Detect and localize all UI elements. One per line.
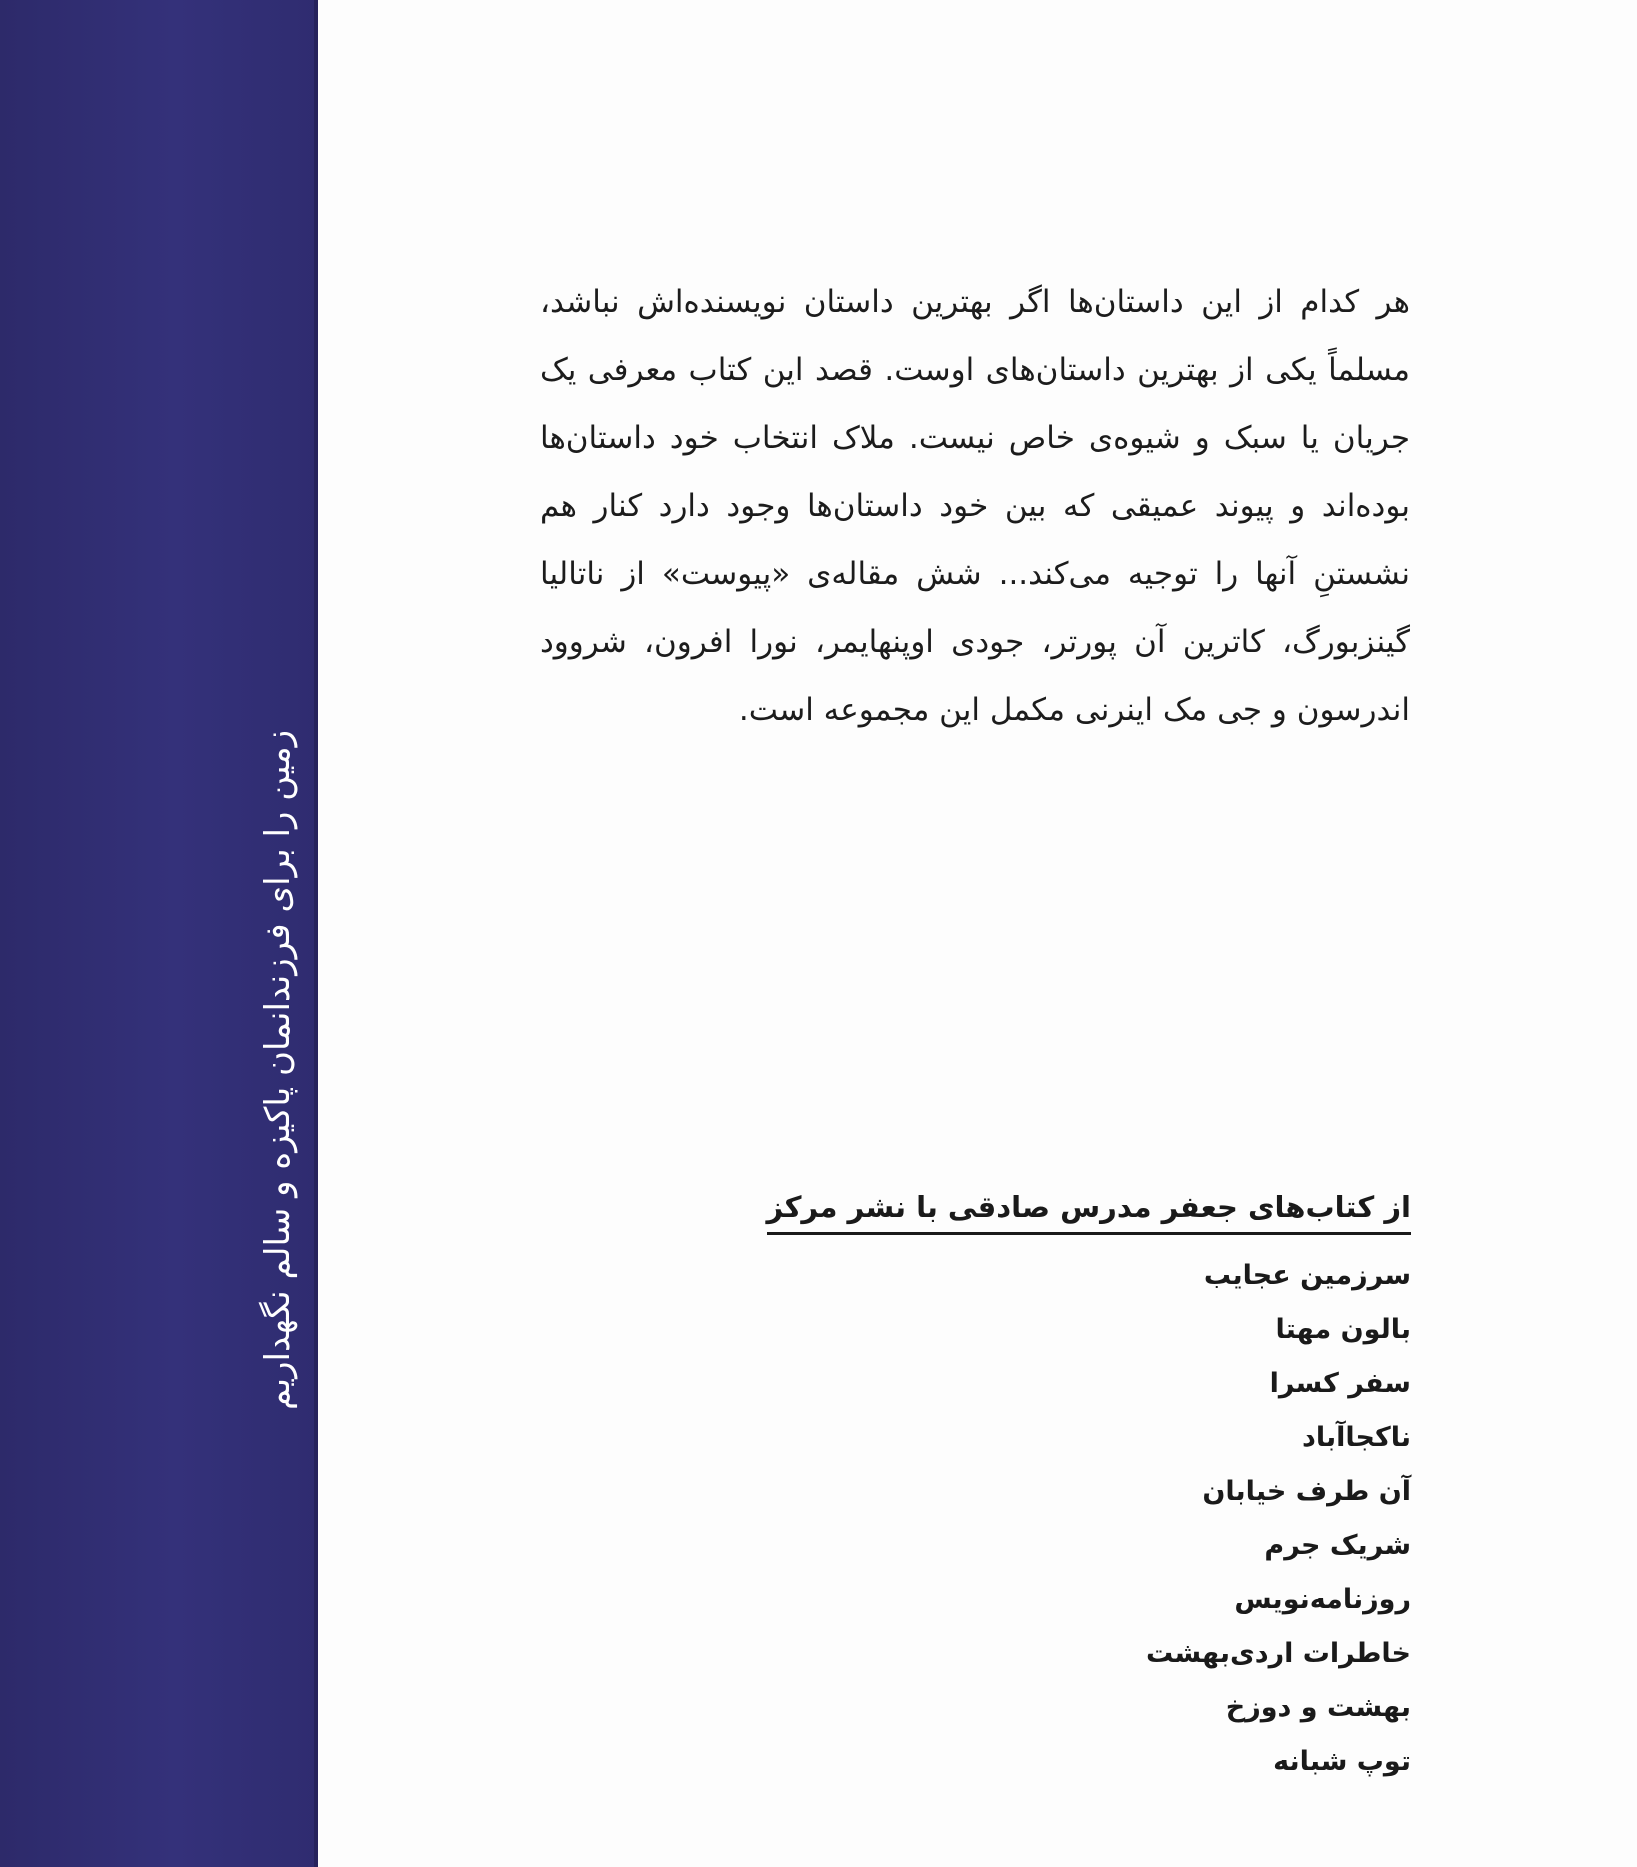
book-title: بالون مهتا bbox=[1275, 1314, 1411, 1345]
book-title: توپ شبانه bbox=[1273, 1746, 1411, 1777]
book-title: سفر کسرا bbox=[1269, 1368, 1411, 1399]
book-title: بهشت و دوزخ bbox=[1225, 1692, 1411, 1723]
other-books-section bbox=[767, 1190, 1411, 1789]
book-title: خاطرات اردی‌بهشت bbox=[1145, 1638, 1411, 1669]
book-list bbox=[767, 1249, 1411, 1789]
book-title: آن طرف خیابان bbox=[1202, 1476, 1411, 1507]
spine-edge bbox=[314, 0, 318, 1867]
book-title: سرزمین عجایب bbox=[1203, 1260, 1411, 1291]
book-spine-band bbox=[0, 0, 318, 1867]
spine-slogan: زمین را برای فرزندانمان پاکیزه و سالم نگهداریم bbox=[258, 729, 298, 1411]
book-title: ناکجاآباد bbox=[1302, 1422, 1411, 1453]
back-cover-blurb: هر کدام از این داستان‌ها اگر بهترین داستان نویسنده‌اش نباشد، مسلماً یکی از بهترین داستان‌های اوست. قصد این کتاب معرفی یک جریان یا سبک و شیوه‌ی خاص نیست. ملاک انتخاب خود داستان‌ها بوده‌اند و پیوند عمیقی که بین خود داستان‌ها وجود دارد کنار هم نشستنِ آنها را توجیه می‌کند... شش مقاله‌ی «پیوست» از ناتالیا گینزبورگ، کاترین آن پورتر، جودی اوپنهایمر، نورا افرون، شروود اندرسون و جی مک اینرنی مکمل این مجموعه است. bbox=[540, 284, 1410, 728]
book-title: روزنامه‌نویس bbox=[1234, 1584, 1411, 1615]
book-title: شریک جرم bbox=[1264, 1530, 1411, 1561]
other-books-heading: از کتاب‌های جعفر مدرس صادقی با نشر مرکز bbox=[767, 1190, 1411, 1235]
